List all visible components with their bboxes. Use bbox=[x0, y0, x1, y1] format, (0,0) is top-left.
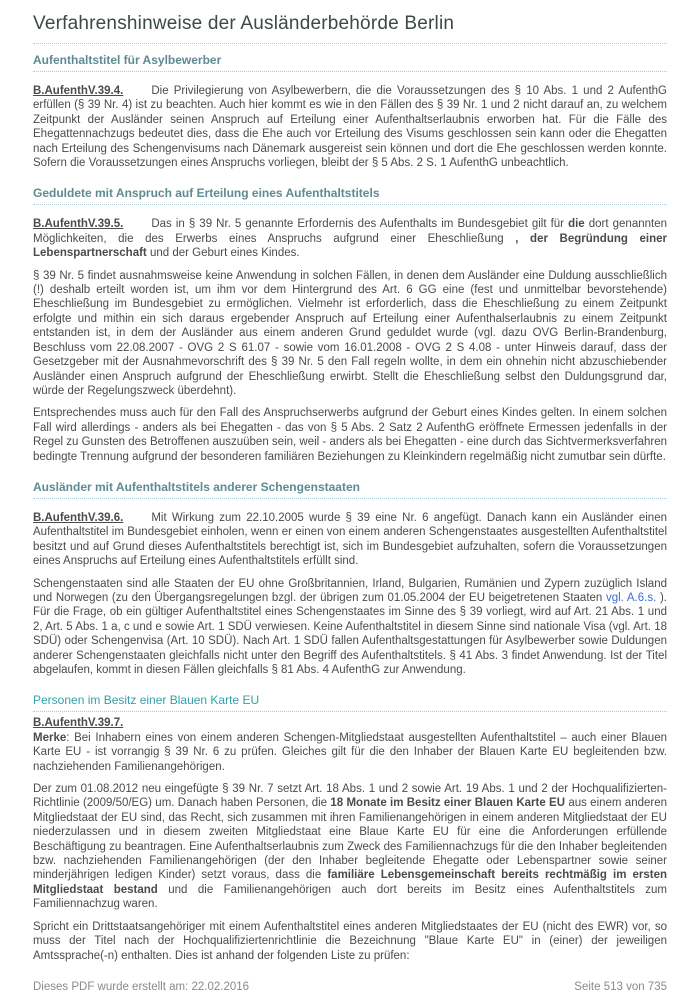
paragraph bbox=[33, 782, 667, 912]
paragraph bbox=[33, 269, 667, 399]
text-segment: Spricht ein Drittstaatsangehöriger mit einem Aufenthaltstitel eines anderen Mitgliedstaates der EU (nicht des EWR) vor, so muss der Titel nach der Hochqualifiziertenrichtlinie die Bezeichnung "Blaue Karte EU" in (einer) der jeweiligen Amtssprache(-n) enthalten. Dies ist anhand der folgenden Liste zu prüfen: bbox=[33, 920, 667, 962]
paragraph bbox=[33, 511, 667, 569]
text-segment: die bbox=[568, 218, 585, 231]
text-segment: familiäre Lebensgemeinschaft bereits rechtmäßig im ersten Mitgliedstaat bestand bbox=[33, 869, 668, 896]
paragraph bbox=[33, 577, 667, 678]
footer-page-number: Seite 513 von 735 bbox=[574, 980, 667, 990]
text-segment: § 39 Nr. 5 findet ausnahmsweise keine Anwendung in solchen Fällen, in denen dem Ausländer eine Duldung ausschließlich (!) deshalb erteilt worden ist, um ihm vor dem Hintergrund des Art. 6 GG eine (fest und unmittelbar bevorstehende) Eheschließung im Bundesgebiet zu ermöglichen. Vielmehr ist erforderlich, dass die Eheschließung zu einem Zeitpunkt erfolgte und mithin ein sich daraus ergebender Anspruch auf Erteilung einer Aufenthalserlaubnis zu einem Zeitpunkt entstanden ist, in dem der Ausländer aus einem anderen Grund geduldet wurde (vgl. dazu OVG Berlin-Brandenburg, Beschluss vom 22.08.2007 - OVG 2 S 61.07 - sowie vom 16.01.2008 - OVG 2 S 4.08 - unter Hinweis darauf, dass der Gesetzgeber mit der Ausnahmevorschrift des § 39 Nr. 5 den Fall regeln wollte, in dem ein ohnehin nicht abzuschiebender Ausländer einen Anspruch aufgrund der Eheschließung erwirbt. Stellt die Eheschließung selbst den Duldungsgrund dar, würde der Regelungszweck überdehnt). bbox=[33, 269, 667, 397]
page-footer bbox=[33, 971, 667, 990]
section bbox=[33, 53, 667, 170]
text-segment: Das in § 39 Nr. 5 genannte Erfordernis des Aufenthalts im Bundesgebiet gilt für bbox=[151, 218, 569, 231]
text-segment: Schengenstaaten sind alle Staaten der EU ohne Großbritannien, Irland, Bulgarien, Rumänien und Zypern zuzüglich Island und Norwegen (zu den Übergangsregelungen bzgl. der übrigen zum 01.05.2004 der EU beigetretenen Staaten bbox=[33, 577, 667, 604]
paragraph bbox=[33, 716, 667, 774]
text-segment: 18 Monate im Besitz einer Blauen Karte EU bbox=[330, 797, 566, 810]
document-title: Verfahrenshinweise der Ausländerbehörde Berlin bbox=[33, 10, 667, 44]
section-heading: Personen im Besitz einer Blauen Karte EU bbox=[33, 693, 667, 712]
paragraph bbox=[33, 217, 667, 260]
text-segment: Merke bbox=[33, 731, 67, 744]
text-segment: aus einem anderen Mitgliedstaat der EU sind, das Recht, sich zusammen mit ihren Familienangehörigen in einem anderen Mitgliedstaat der EU niederzulassen und in diesem zweiten Mitgliedstaat eine Blaue Karte EU für eine die Anforderungen erfüllende Beschäftigung zu beantragen. Eine Aufenthaltserlaubnis zum Zweck des Familiennachzugs für die den Inhaber begleitenden bzw. nachziehenden Familienangehörigen (der den Inhaber begleitende Ehegatte oder Lebenspartner sowie seiner minderjährigen ledigen Kinder) setzt voraus, dass die bbox=[33, 797, 668, 882]
text-segment: und die Familienangehörigen auch dort bereits im Besitz eines Aufenthaltstitels zum Familiennachzug waren. bbox=[33, 883, 667, 911]
text-segment: und der Geburt eines Kindes. bbox=[146, 247, 300, 260]
paragraph-ref-label: B.AufenthV.39.5. bbox=[33, 218, 124, 231]
footer-created-date: Dieses PDF wurde erstellt am: 22.02.2016 bbox=[33, 980, 250, 990]
paragraph bbox=[33, 920, 667, 963]
section-heading: Aufenthaltstitel für Asylbewerber bbox=[33, 53, 667, 72]
reference-link[interactable]: vgl. A.6.s. bbox=[605, 591, 657, 604]
text-segment: Die Privilegierung von Asylbewerbern, die die Voraussetzungen des § 10 Abs. 1 und 2 AufenthG erfüllen (§ 39 Nr. 4) ist zu beachten. Auch hier kommt es wie in den Fällen des § 39 Nr. 1 und 2 nicht darauf an, zu welchem Zeitpunkt der Ausländer seinen Anspruch auf Erteilung einer Aufenthaltserlaubnis erworben hat. Für die Fälle des Ehegattennachzugs bedeutet dies, dass die Ehe auch vor Erteilung des Visums geschlossen sein kann oder die Ehegatten nach Erteilung des Schengenvisums nach Dänemark ausgereist sein können und dort die Ehe geschlossen werden konnte. Sofern die Voraussetzungen eines Anspruchs vorliegen, bleibt der § 5 Abs. 2 S. 1 AufenthG unbeachtlich. bbox=[33, 85, 667, 170]
text-segment: , der Begründung einer Lebenspartnerschaft bbox=[33, 232, 667, 260]
paragraph-ref-label: B.AufenthV.39.7. bbox=[33, 717, 124, 730]
text-segment: Entsprechendes muss auch für den Fall des Anspruchserwerbs aufgrund der Geburt eines Kindes gelten. In einem solchen Fall wird allerdings - anders als bei Ehegatten - das von § 5 Abs. 2 Satz 2 AufenthG eröffnete Ermessen jedenfalls in der Regel zu Gunsten des Betroffenen auszuüben sein, weil - anders als bei Ehegatten - eine durch das Sichtvermerksverfahren bedingte Trennung aufgrund der besonderen familiären Beziehungen zu Kleinkindern regelmäßig nicht zumutbar sein dürfte. bbox=[33, 407, 667, 463]
paragraph bbox=[33, 84, 667, 170]
text-segment: Mit Wirkung zum 22.10.2005 wurde § 39 eine Nr. 6 angefügt. Danach kann ein Ausländer einen Aufenthaltstitel im Bundesgebiet einholen, wenn er einen von einem anderen Schengenstaates ausgestellten Aufenthaltstitel besitzt und auf Grund dieses Aufenthaltstitels berechtigt ist, sich im Bundesgebiet aufzuhalten, sofern die Voraussetzungen eines Anspruchs auf Erteilung eines Aufenthaltstitels erfüllt sind. bbox=[33, 511, 667, 568]
section bbox=[33, 480, 667, 677]
text-segment: : Bei Inhabern eines von einem anderen Schengen-Mitgliedstaat ausgestellten Aufenthaltstitel – auch einer Blauen Karte EU - ist vorrangig § 39 Nr. 6 zu prüfen. Gleiches gilt für die den Inhaber der Blauen Karte EU begleitenden bzw. nachziehenden Familienangehörigen. bbox=[33, 731, 667, 773]
paragraph-ref-label: B.AufenthV.39.4. bbox=[33, 85, 124, 97]
section-heading: Geduldete mit Anspruch auf Erteilung eines Aufenthaltstitels bbox=[33, 186, 667, 205]
document-content bbox=[33, 44, 667, 971]
paragraph-ref-label: B.AufenthV.39.6. bbox=[33, 511, 124, 524]
text-segment: Der zum 01.08.2012 neu eingefügte § 39 Nr. 7 setzt Art. 18 Abs. 1 und 2 sowie Art. 19 Abs. 1 und 2 der Hochqualifizierten-Richtlinie (2009/50/EG) um. Danach haben Personen, die bbox=[33, 783, 667, 810]
text-segment: dort genannten Möglichkeiten, die des Erwerbs eines Anspruchs aufgrund einer Eheschließung bbox=[33, 218, 667, 245]
section-heading: Ausländer mit Aufenthaltstitels anderer Schengenstaaten bbox=[33, 480, 667, 499]
section bbox=[33, 693, 667, 963]
paragraph bbox=[33, 406, 667, 464]
text-segment: ). Für die Frage, ob ein gültiger Aufenthaltstitel eines Schengenstaates im Sinne des § 39 vorliegt, wird auf Art. 21 Abs. 1 und 2, Art. 5 Abs. 1 a, c und e sowie Art. 1 SDÜ verwiesen. Keine Aufenthaltstitel in diesem Sinne sind nationale Visa (vgl. Art. 18 SDÜ) oder Schengenvisa (Art. 10 SDÜ). Nach Art. 1 SDÜ fallen Aufenthaltsgestattungen für Asylbewerber sowie Duldungen anderer Schengenstaaten gleichfalls nicht unter den Begriff des Aufenthaltstitels. § 41 Abs. 3 findet Anwendung. Ist der Titel abgelaufen, kommt in diesen Fällen gleichfalls § 81 Abs. 4 AufenthG zur Anwendung. bbox=[33, 591, 667, 676]
section bbox=[33, 186, 667, 464]
